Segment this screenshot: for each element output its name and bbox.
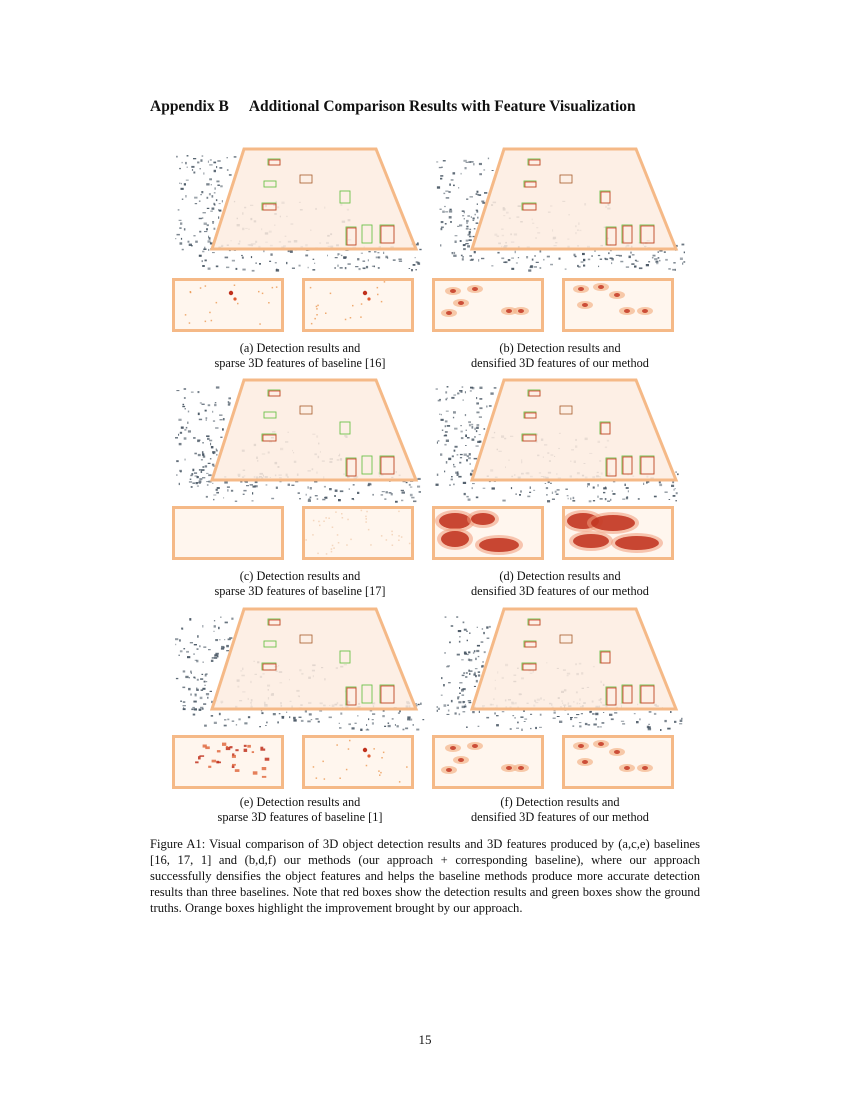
feature-map-c-right [302, 506, 414, 560]
caption-f-line1: (f) Detection results and [500, 795, 620, 809]
feature-map-d-left [432, 506, 544, 560]
caption-b-line2: densified 3D features of our method [471, 355, 649, 370]
feature-map-b-left [432, 278, 544, 332]
scene-image-f [430, 605, 690, 733]
feature-map-e-left [172, 735, 284, 789]
scene-image-b [430, 145, 690, 273]
caption-d [430, 569, 690, 598]
section-label: Appendix B [150, 98, 229, 115]
caption-c-line2: sparse 3D features of baseline [17] [214, 583, 386, 598]
scene-image-e [170, 605, 430, 733]
section-heading [150, 98, 636, 116]
panel-e [170, 605, 430, 830]
scene-image-c [170, 376, 430, 504]
caption-b [430, 341, 690, 370]
caption-e-line1: (e) Detection results and [239, 795, 361, 809]
caption-c-line1: (c) Detection results and [239, 569, 361, 583]
feature-map-d-right [562, 506, 674, 560]
caption-e-line2: sparse 3D features of baseline [1] [217, 809, 383, 824]
panel-c [170, 376, 430, 601]
scene-image-a [170, 145, 430, 273]
panel-b [430, 145, 690, 375]
caption-d-line1: (d) Detection results and [499, 569, 621, 583]
feature-map-f-left [432, 735, 544, 789]
caption-a-line1: (a) Detection results and [239, 341, 361, 355]
scene-image-d [430, 376, 690, 504]
feature-map-f-right [562, 735, 674, 789]
panel-d [430, 376, 690, 601]
page-number: 15 [418, 1032, 432, 1047]
feature-map-b-right [562, 278, 674, 332]
caption-f-line2: densified 3D features of our method [471, 809, 649, 824]
feature-map-a-right [302, 278, 414, 332]
feature-map-c-left [172, 506, 284, 560]
feature-map-e-right [302, 735, 414, 789]
figure-caption: Figure A1: Visual comparison of 3D object detection results and 3D features produced by (a,c,e) baselines [16, 17, 1] and (b,d,f) our methods (our approach + corresponding baseline), where our approach successfully densifies the object features and helps the baseline methods produce more accurate detection results than three baselines. Note that red boxes show the detection results and green boxes show the ground truths. Orange boxes highlight the improvement brought by our approach. [150, 837, 700, 915]
caption-f [430, 795, 690, 824]
caption-b-line1: (b) Detection results and [499, 341, 621, 355]
caption-e [170, 795, 430, 824]
caption-a-line2: sparse 3D features of baseline [16] [214, 355, 386, 370]
caption-d-line2: densified 3D features of our method [471, 583, 649, 598]
panel-a [170, 145, 430, 375]
caption-c [170, 569, 430, 598]
section-title: Additional Comparison Results with Feature Visualization [248, 98, 636, 115]
caption-a [170, 341, 430, 370]
feature-map-a-left [172, 278, 284, 332]
panel-f [430, 605, 690, 830]
